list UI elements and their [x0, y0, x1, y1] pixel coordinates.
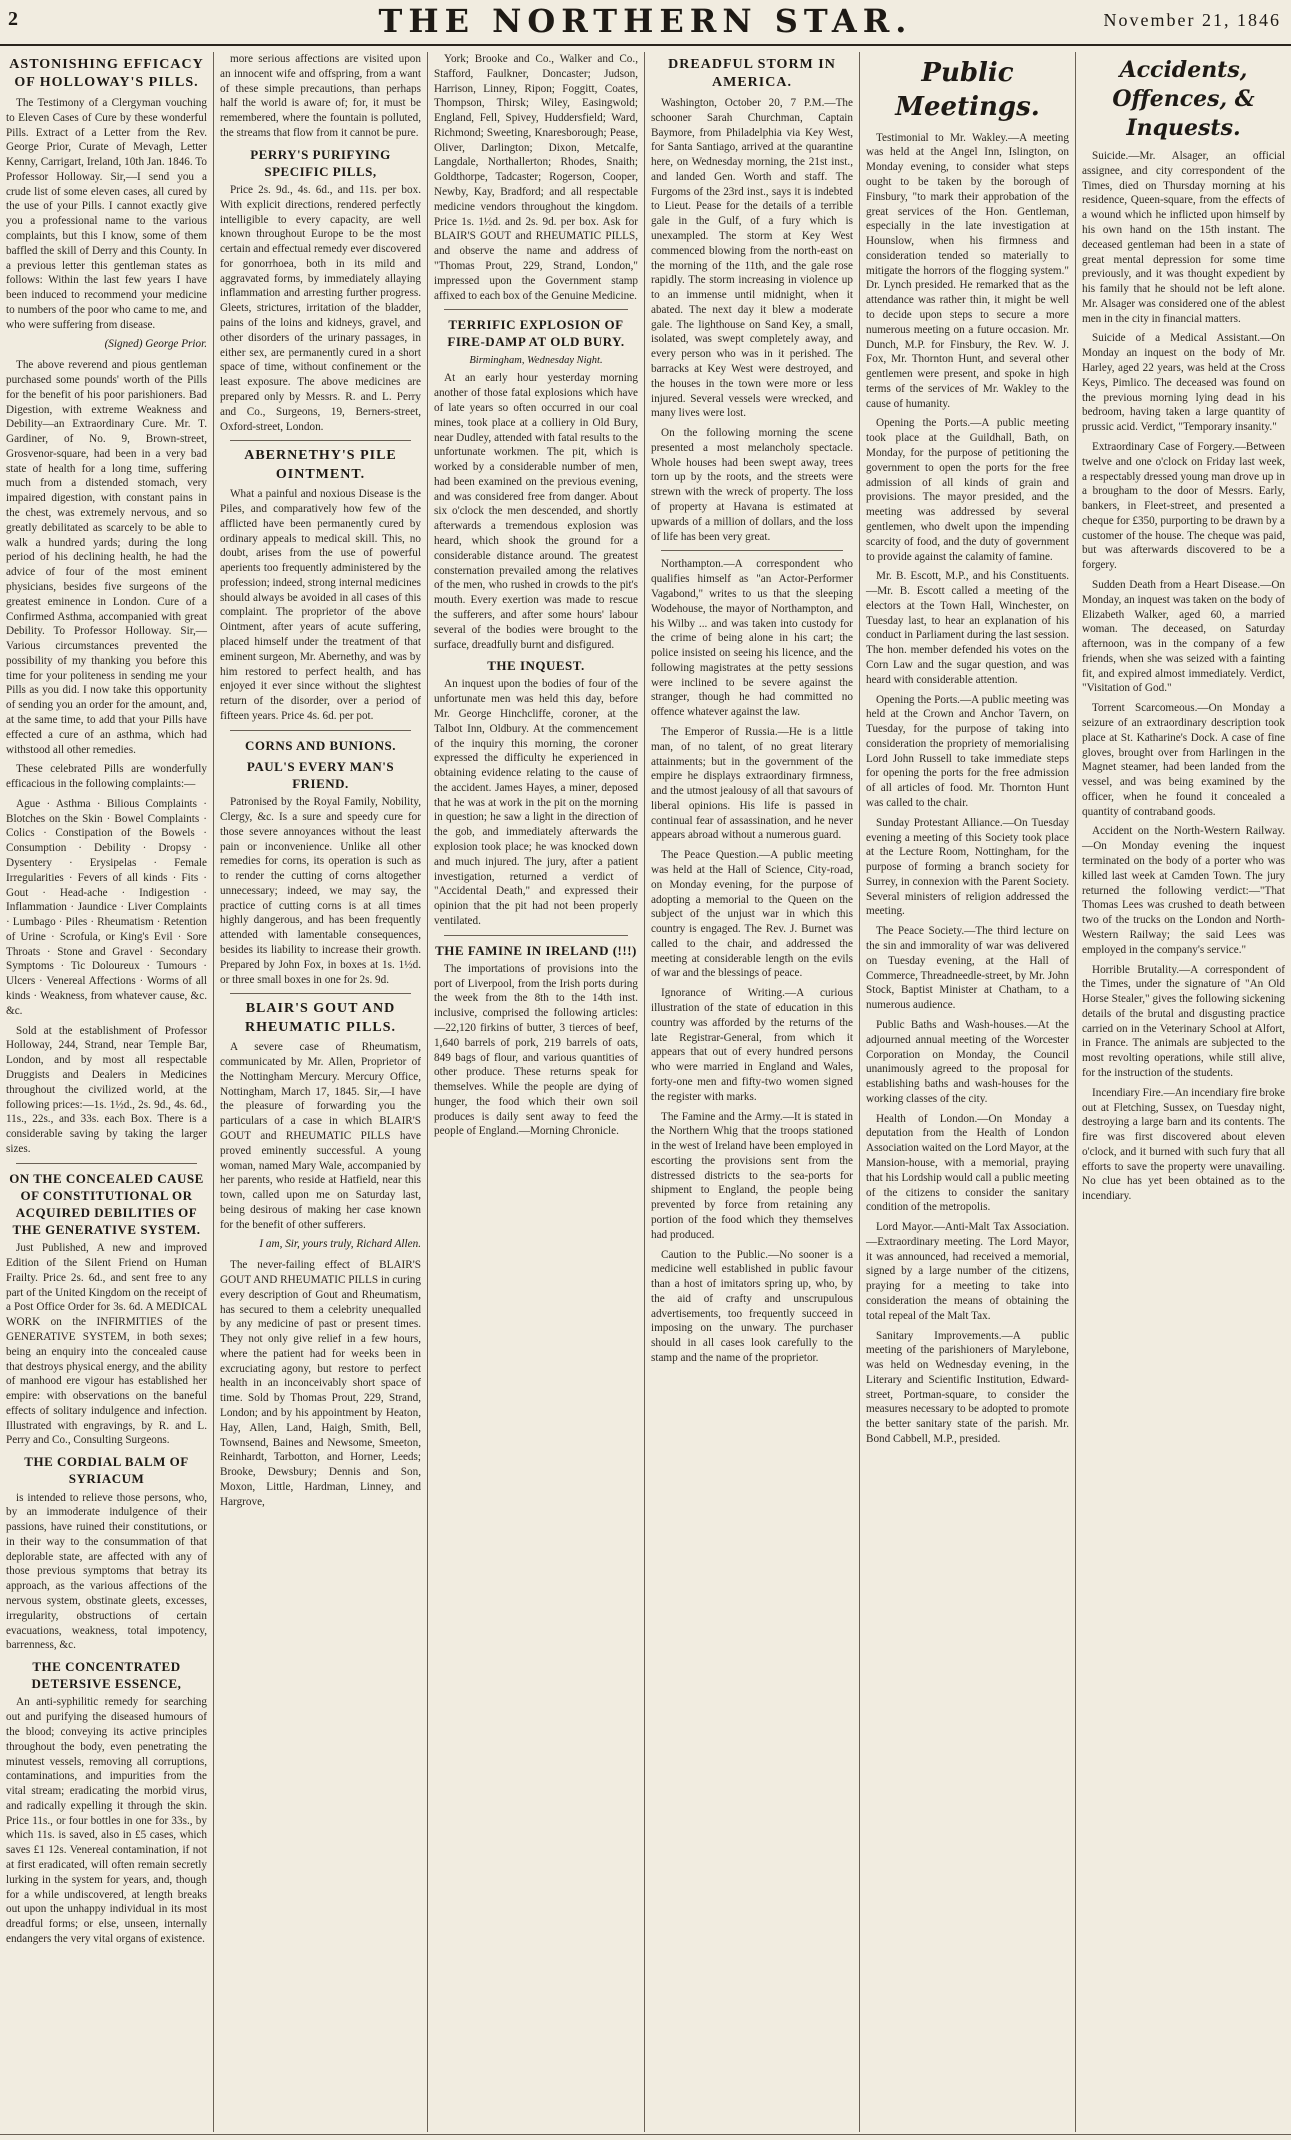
column-5 [860, 52, 1075, 2132]
masthead [0, 0, 1291, 46]
column-1 [0, 52, 213, 2132]
section-head-accidents: Accidents, Offences, & Inquests. [1112, 57, 1255, 142]
headline-famine: THE FAMINE IN IRELAND (!!!) [435, 942, 637, 958]
article-body: Incendiary Fire.—An incendiary fire broke out at Fletching, Sussex, on Tuesday night, destroying a large barn and its contents. The fire was first discovered about eleven o'clock, and it burned with such fury that all efforts to save the property were unavailing. No clue has yet been obtained as to the incendiary. [1082, 1086, 1285, 1203]
article-body: What a painful and noxious Disease is the Piles, and comparatively how few of the afflicted have been permanently cured by ordinary appeals to medical skill. This, no doubt, arises from the use of powerful aperients too frequently administered by the profession; indeed, strong internal medicines should always be avoided in all cases of this complaint. The proprietor of the above Ointment, after years of acute suffering, placed himself under the treatment of that eminent surgeon, Mr. Abernethy, and was by him restored to perfect health, and has enjoyed it ever since without the slightest return of the disorder, over a period of fifteen years. Price 4s. 6d. per pot. [220, 488, 422, 722]
article-body: Ignorance of Writing.—A curious illustration of the state of education in this country was afforded by the returns of the late Registrar-General, from which it appears that out of every hundred persons who were married in England and Wales, forty-one men and fifty-two women signed the register with marks. [651, 987, 853, 1103]
article-body: Sunday Protestant Alliance.—On Tuesday evening a meeting of this Society took place at the Lecture Room, Nottingham, for the purpose of forming a branch society for Surrey, in connexion with the Parent Society. Several ministers of religion addressed the meeting. [866, 816, 1069, 918]
headline-holloway: ASTONISHING EFFICACY OF HOLLOWAY'S PILLS. [9, 57, 204, 91]
dateline: Birmingham, Wednesday Night. [469, 354, 603, 366]
article-body: The never-failing effect of BLAIR'S GOUT AND RHEUMATIC PILLS in curing every description of Gout and Rheumatism, has secured to them a celebrity unequalled by any medicine of past or present times. They not only give relief in a few hours, where the patient had for weeks been in excruciating agony, but restore to perfect health in an inconceivably short space of time. Sold by Thomas Prout, 229, Strand, London; and by his appointment by Heaton, Hay, Allen, Land, Haigh, Smith, Bell, Townsend, Baines and Newsome, Smeeton, Reinhardt, Tarbotton, and Horner, Leeds; Brooke, Dewsbury; Dennis and Son, Moxon, Little, Hardman, Linney, and Hargrove, [220, 1259, 421, 1508]
signature: I am, Sir, yours truly, Richard Allen. [259, 1238, 421, 1251]
headline-storm: DREADFUL STORM IN AMERICA. [668, 57, 836, 91]
headline-perry: PERRY'S PURIFYING SPECIFIC PILLS, [250, 146, 391, 179]
article-body: The Peace Society.—The third lecture on the sin and immorality of war was delivered on Tuesday evening, at the Hall of Commerce, Threadneedle-street, by Mr. John Stock, Baptist Minister at Chatham, to a numerous audience. [866, 925, 1069, 1012]
article-body: Caution to the Public.—No sooner is a medicine well established in public favour than a host of imitators spring up, who, by the aid of crafty and unscrupulous advertisements, too frequently succeed in imposing on the unwary. The purchaser should in all cases look carefully to the stamp and the name of the proprietor. [651, 1248, 853, 1364]
column-2 [214, 52, 427, 2132]
article-body: Opening the Ports.—A public meeting was held at the Crown and Anchor Tavern, on Tuesday, for the purpose of taking into consideration the propriety of memorialising Lord John Russell to take immediate steps for opening the ports for the free admission of all articles of food. Mr. Thornton Hunt was called to the chair. [866, 693, 1069, 809]
article-body: York; Brooke and Co., Walker and Co., Stafford, Faulkner, Doncaster; Judson, Harrison, Linney, Ripon; Foggitt, Coates, Thompson, Thirsk; Wiley, Easingwold; England, Fell, Spivey, Huddersfield; Ward, Richmond; Sweeting, Knaresborough; Pease, Oliver, Darlington; Dixon, Metcalfe, Langdale, Northallerton; Rhodes, Snaith; Goldthorpe, Tadcaster; Rogerson, Cooper, Newby, Kay, Bradford; and all respectable medicine vendors throughout the kingdom. Price 1s. 1½d. and 2s. 9d. per box. Ask for BLAIR'S GOUT and RHEUMATIC PILLS, and observe the name and address of "Thomas Prout, 229, Strand, London," impressed upon the Government stamp affixed to each box of the Genuine Medicine. [434, 53, 638, 302]
article-body: Accident on the North-Western Railway.—On Monday evening the inquest terminated on the body of a porter who was killed last week at Camden Town. The jury returned the following verdict:—"That Thomas Lees was crushed to death between two of the trucks on the London and North-Western Railway; the said Lees was employed in the company's service." [1082, 825, 1285, 956]
headline-blair: BLAIR'S GOUT AND RHEUMATIC PILLS. [244, 1001, 397, 1035]
signature: (Signed) George Prior. [104, 338, 207, 351]
article-body: Sanitary Improvements.—A public meeting of the parishioners of Marylebone, was held on Wednesday evening, in the Literary and Scientific Institution, Edward-street, Portman-square, to consider the measures necessary to be adopted to promote the better sanitary state of the parish. Mr. Bond Cabbell, M.P., presided. [866, 1329, 1069, 1446]
article-body: Patronised by the Royal Family, Nobility, Clergy, &c. Is a sure and speedy cure for those severe annoyances without the least pain or inconvenience. Unlike all other remedies for corns, its operation is such as to render the cutting of corns altogether unnecessary; indeed, we may say, the practice of cutting corns is at all times highly dangerous, and has been frequently attended with lamentable consequences, besides its liability to increase their growth. Prepared by John Fox, in boxes at 1s. 1½d. or three small boxes in one for 2s. 9d. [220, 796, 421, 986]
headline-detersive: THE CONCENTRATED DETERSIVE ESSENCE, [31, 1659, 182, 1692]
list-intro: These celebrated Pills are wonderfully efficacious in the following complaints:— [6, 763, 207, 791]
subhead-inquest: THE INQUEST. [487, 658, 585, 674]
divider [230, 730, 411, 731]
article-body: The Emperor of Russia.—He is a little man, of no talent, of no great literary attainments; but in the government of the empire he displays extraordinary firmness, and the utmost jealousy of all that savours of liberal opinions. His life is passed in continual fear of assassination, and he never appears abroad without a numerous guard. [651, 725, 853, 842]
newspaper-title: THE NORTHERN STAR. [378, 2, 913, 40]
divider [661, 550, 843, 551]
headline-abernethy: ABERNETHY'S PILE OINTMENT. [244, 448, 397, 482]
article-body: more serious affections are visited upon an innocent wife and offspring, from a want of these simple precautions, than perhaps half the world is aware of; for, it must be remembered, where the fountain is polluted, the streams that flow from it cannot be pure. [220, 53, 421, 139]
article-body: The Famine and the Army.—It is stated in the Northern Whig that the troops stationed in the west of Ireland have been employed in escorting the provisions sent from the distressed districts to the sea-ports for shipment to England, the people being prevented by force from retaining any portion of the food which they themselves had produced. [651, 1110, 853, 1241]
article-body: Testimonial to Mr. Wakley.—A meeting was held at the Angel Inn, Islington, on Monday evening, to consider what steps ought to be taken by the borough of Finsbury, "to mark their approbation of the great services of the Hon. Gentleman, especially in the late investigation at Hounslow, when his firmness and consideration tended so materially to mitigate the horrors of the flogging system." Dr. Lynch presided. He remarked that as the attendance was rather thin, it might be well to decide upon steps to secure a more numerous meeting on a future occasion. Mr. Dunch, M.P. for Finsbury, the Rev. W. J. Fox, Mr. Thornton Hunt, and several other gentlemen were present, and spoke in high terms of the services of Mr. Wakley to the cause of humanity. [866, 131, 1069, 410]
article-body: Opening the Ports.—A public meeting took place at the Guildhall, Bath, on Monday, for the purpose of petitioning the government to open the ports for the free admission of all kinds of grain and provisions. The mayor presided, and the meeting was addressed by several gentlemen, who dwelt upon the impending scarcity of food, and the duty of government to provide against the calamity of famine. [866, 417, 1069, 563]
divider [444, 935, 628, 936]
headline-pauls: PAUL'S EVERY MAN'S FRIEND. [246, 758, 395, 792]
article-body: Horrible Brutality.—A correspondent of the Times, under the signature of "An Old Horse Stealer," gives the following sickening details of the brutal and disgusting practice carried on in the Veterinary School at Alfort, in France. The animals are subjected to the most revolting operations, while still alive, for the instruction of the students. [1082, 963, 1285, 1079]
section-head-public-meetings: Public Meetings. [895, 58, 1040, 123]
article-body: An inquest upon the bodies of four of the unfortunate men was held this day, before Mr. George Hinchcliffe, coroner, at the Talbot Inn, Oldbury. At the commencement of the inquiry this morning, the coroner expressed the difficulty he experienced in obtaining evidence relating to the cause of the accident. James Hayes, a miner, deposed that he was at work in the pit on the morning in question; he saw a light in the direction of the gob, and immediately afterwards the explosion took place; he was knocked down and much injured. The jury, after a patient investigation, returned a verdict of "Accidental Death," and expressed their opinion that the pit had not been properly ventilated. [434, 678, 638, 927]
article-body: An anti-syphilitic remedy for searching out and purifying the diseased humours of the blood; conveying its active principles throughout the body, even penetrating the minutest vessels, removing all corruptions, contaminations, and impurities from the vital stream; eradicating the morbid virus, and radically expelling it through the skin. Price 11s., or four bottles in one for 33s., by which 11s. is saved, also in £5 cases, which saves £1 12s. Venereal contamination, if not at first eradicated, will often remain secretly lurking in the system for years, and, though for a while undiscovered, at length breaks out upon the unhappy individual in its most dreadful forms; or else, unseen, internally endangers the very vital organs of existence. [6, 1696, 207, 1945]
article-body: Lord Mayor.—Anti-Malt Tax Association.—Extraordinary meeting. The Lord Mayor, it was announced, had received a memorial, signed by a large number of the citizens, praying for a meeting to take into consideration the means of obtaining the total repeal of the Malt Tax. [866, 1221, 1069, 1322]
article-body: The Peace Question.—A public meeting was held at the Hall of Science, City-road, on Monday evening, for the purpose of adopting a memorial to the Queen on the subject of the unjust war in which this country is engaged. The Rev. J. Burnet was called to the chair, and addressed the meeting at considerable length on the evils of war and the blessings of peace. [651, 849, 853, 980]
headline-debility: ON THE CONCEALED CAUSE OF CONSTITUTIONAL OR ACQUIRED DEBILITIES OF THE GENERATIVE SYSTEM. [9, 1170, 204, 1238]
divider [16, 1163, 197, 1164]
page-number: 2 [8, 8, 18, 30]
article-body: Sold at the establishment of Professor Holloway, 244, Strand, near Temple Bar, London, and by most all respectable Druggists and Dealers in Medicines throughout the civilized world, at the following prices:—1s. 1½d., 2s. 9d., 4s. 6d., 11s., 22s., and 33s. each Box. There is a considerable saving by taking the larger sizes. [6, 1024, 207, 1155]
article-body: A severe case of Rheumatism, communicated by Mr. Allen, Proprietor of the Nottingham Mercury. Mercury Office, Nottingham, March 17, 1845. Sir,—I have the pleasure of forwarding you the particulars of a case in which BLAIR'S GOUT and RHEUMATIC PILLS have proved eminently successful. A young woman, named Mary Wale, accompanied by her parents, who reside at Hatfield, near this town, called upon me on Saturday last, being desirous of making her case known for the benefit of other sufferers. [220, 1041, 421, 1231]
article-body: The above reverend and pious gentleman purchased some pounds' worth of the Pills for the benefit of his poor parishioners. Bad Digestion, with extreme Weakness and Debility—an Extraordinary Cure. Mr. T. Gardiner, of No. 9, Brown-street, Grosvenor-square, had been in a very bad state of health for a long time, suffering much from a distended stomach, very impaired digestion, with constant pains in the chest, was extremely nervous, and so greatly debilitated as scarcely to be able to walk a hundred yards; during the long period of his declining health, he had the advice of four of the most eminent physicians, besides five surgeons of the greatest eminence in London. Cure of a Confirmed Asthma, accompanied with great Debility. To Professor Holloway. Sir,—Various circumstances prevented the possibility of my thanking you before this time for your politeness in sending me your Pills as you did. I now take this opportunity of sending you an order for the amount, and, at the same time, to add that your Pills have effected a cure of an asthma, which had withstood all other remedies. [6, 359, 207, 756]
column-6 [1076, 52, 1291, 2132]
column-4 [645, 52, 859, 2132]
divider [230, 993, 411, 994]
article-body: Torrent Scarcomeous.—On Monday a seizure of an extraordinary description took place at St. Katharine's Dock. A case of fine gloves, brought over from Harlingen in the Magnet steamer, had been landed from the vessel, and was being examined by the officer, when he found it concealed a quantity of contraband goods. [1082, 702, 1285, 818]
headline-syriacum: THE CORDIAL BALM OF SYRIACUM [24, 1454, 189, 1487]
article-body: Public Baths and Wash-houses.—At the adjourned annual meeting of the Worcester Corporation on Monday, the Council unanimously agreed to the proposal for establishing baths and wash-houses for the working classes of the city. [866, 1018, 1069, 1105]
headline-corns: CORNS AND BUNIONS. [245, 737, 396, 753]
article-body: On the following morning the scene presented a most melancholy spectacle. Whole houses had been swept away, trees torn up by the roots, and the streets were strewn with the wreck of property. The loss of property at Havana is estimated at upwards of a million of dollars, and the loss of life has been very great. [651, 427, 853, 543]
article-body: The importations of provisions into the port of Liverpool, from the Irish ports during the week from the 8th to the 14th inst. inclusive, comprised the following articles:—22,120 firkins of butter, 3 tierces of beef, 1,640 barrels of pork, 219 barrels of oats, 849 bags of flour, and various quantities of other produce. These returns speak for themselves. While the people are dying of hunger, the food which their own soil produces is daily sent away to feed the people of England.—Morning Chronicle. [434, 962, 638, 1138]
article-body: The Testimony of a Clergyman vouching to Eleven Cases of Cure by these wonderful Pills. Extract of a Letter from the Rev. George Prior, Curate of Mevagh, Letter Kenny, Carrigart, Ireland, 10th Jan. 1846. To Professor Holloway. Sir,—I send you a crude list of some eleven cases, all cured by the use of your Pills. I cannot exactly give you a professional name to the various complaints, but this I know, some of them baffled the skill of Derry and this County. In a previous letter this gentleman states as follows: Within the last few years I have been induced to recommend your medicine to numbers of the poor who came to me, and who were suffering from disease. [6, 96, 207, 331]
article-body: Just Published, A new and improved Edition of the Silent Friend on Human Frailty. Price 2s. 6d., and sent free to any part of the United Kingdom on the receipt of a Post Office Order for 3s. 6d. A MEDICAL WORK on the INFIRMITIES of the GENERATIVE SYSTEM, in both sexes; being an enquiry into the concealed cause that destroys physical energy, and the ability of manhood ere vigour has established her empire: with observations on the baneful effects of solitary indulgence and infection. Illustrated with engravings, by R. and L. Perry and Co., Consulting Surgeons. [6, 1242, 207, 1447]
divider [444, 309, 628, 310]
article-body: At an early hour yesterday morning another of those fatal explosions which have of late years so often occurred in our coal mines, took place at a colliery in Old Bury, near Dudley, attended with fatal results to the unfortunate workmen. The pit, which is worked by a considerable number of men, had been examined on the previous evening, and was considered free from danger. About six o'clock the men descended, and shortly afterwards a tremendous explosion was heard, which shook the ground for a considerable distance around. The greatest consternation prevailed among the relatives of the men, who rushed in crowds to the pit's mouth. Every exertion was made to rescue the sufferers, and after some hours' labour several of the bodies were brought to the surface, dreadfully burnt and disfigured. [434, 372, 638, 651]
article-body: Suicide.—Mr. Alsager, an official assignee, and city correspondent of the Times, died on Thursday morning at his residence, Queen-square, from the effects of a wound which he inflicted upon himself by his own hand on the 15th instant. The deceased gentleman had been in a state of great mental depression for some time previously, and it was thought expedient by his family that he should not be left alone. Mr. Alsager was considered one of the ablest men in the city in financial matters. [1082, 150, 1285, 325]
complaints-list: Ague · Asthma · Bilious Complaints · Blotches on the Skin · Bowel Complaints · Colics · Constipation of the Bowels · Consumption · Debility · Dropsy · Dysentery · Erysipelas · Female Irregularities · Fevers of all kinds · Fits · Gout · Head-ache · Indigestion · Inflammation · Jaundice · Liver Complaints · Lumbago · Piles · Rheumatism · Retention of Urine · Scrofula, or King's Evil · Sore Throats · Stone and Gravel · Secondary Symptoms · Tic Doloureux · Tumours · Ulcers · Venereal Affections · Worms of all kinds · Weakness, from whatever cause, &c. &c. [6, 797, 207, 1017]
article-body: Extraordinary Case of Forgery.—Between twelve and one o'clock on Friday last week, a respectably dressed young man drove up in a brougham to the door of Messrs. Early, bankers, in Fleet-street, and presented a cheque for £350, purporting to be drawn by a customer of the house. The cheque was paid, but was afterwards discovered to be a forgery. [1082, 440, 1285, 572]
article-body: Washington, October 20, 7 P.M.—The schooner Sarah Churchman, Captain Baymore, from Philadelphia via Key West, for Santa Santiago, arrived at the quarantine here, on Wednesday morning, the 21st inst., and landed Gen. Worth and staff. The Furgoms of the 23rd inst., says it is indebted to Lieut. Pease for the details of a terrible gale in the Gulf, of a fury which is unexampled. The storm at Key West commenced blowing from the north-east on the morning of the 11th, and the gale rose rapidly. The storm increasing in violence up to an immense until midnight, when it abated. The next day it blew a moderate gale. The lighthouse on Sand Key, a small, isolated, was swept completely away, and every person who was in it perished. The barracks at Key West were destroyed, and the houses in the town were more or less injured. Several vessels were wrecked, and many lives were lost. [651, 96, 853, 420]
bottom-rule [0, 2134, 1291, 2135]
article-body: Health of London.—On Monday a deputation from the Health of London Association waited on the Lord Mayor, at the Mansion-house, with a memorial, praying that his Lordship would call a public meeting of the citizens to consider the sanitary condition of the metropolis. [866, 1112, 1069, 1214]
article-body: Suicide of a Medical Assistant.—On Monday an inquest on the body of Mr. Harley, aged 22 years, was held at the Cross Keys, Pimlico. The deceased was found on the previous morning lying dead in his bedroom, having taken a large quantity of prussic acid. Verdict, "Temporary insanity." [1082, 332, 1285, 434]
article-body: Sudden Death from a Heart Disease.—On Monday, an inquest was taken on the body of Elizabeth Walker, aged 60, a married woman. The deceased, on Saturday afternoon, was in the company of a few friends, when she was seized with a fainting fit, and expired almost immediately. Verdict, "Visitation of God." [1082, 578, 1285, 695]
article-body: Northampton.—A correspondent who qualifies himself as "an Actor-Performer Vagabond," writes to us that the sleeping Wodehouse, the mayor of Northampton, and his Wilby ... and was taken into custody for the crime of being alone in his cart; the police insisted on seeing his licence, and the following magistrates at the petty sessions were inclined to be severe against the stranger, though he had committed no offence whatever against the law. [651, 558, 853, 719]
headline-explosion: TERRIFIC EXPLOSION OF FIRE-DAMP AT OLD BURY. [447, 317, 625, 350]
article-body: is intended to relieve those persons, who, by an immoderate indulgence of their passions, have ruined their constitutions, or in their way to the consummation of that deplorable state, are affected with any of those previous symptoms that betray its approach, as the various affections of the nervous system, obstinate gleets, excesses, irregularity, obstructions of certain evacuations, weakness, total impotency, barrenness, &c. [6, 1491, 207, 1652]
article-body: Price 2s. 9d., 4s. 6d., and 11s. per box. With explicit directions, rendered perfectly intelligible to every capacity, are well known throughout Europe to be the most certain and effectual remedy ever discovered for gonorrhoea, both in its mild and aggravated forms, by immediately allaying inflammation and arresting further progress. Gleets, strictures, irritation of the bladder, pains of the loins and kidneys, gravel, and other disorders of the urinary passages, in either sex, are permanently cured in a short space of time, without confinement or the least exposure. The above medicines are prepared only by Messrs. R. and L. Perry and Co., Surgeons, 19, Berners-street, Oxford-street, London. [220, 184, 421, 433]
divider [230, 440, 411, 441]
issue-date: November 21, 1846 [1103, 10, 1281, 30]
article-body: Mr. B. Escott, M.P., and his Constituents.—Mr. B. Escott called a meeting of the electors at the Town Hall, Winchester, on Tuesday last, to hear an explanation of his conduct in Parliament during the last session. The hon. member defended his votes on the Corn Law and the sugar question, and was heard with considerable attention. [866, 570, 1069, 686]
column-3 [428, 52, 644, 2132]
